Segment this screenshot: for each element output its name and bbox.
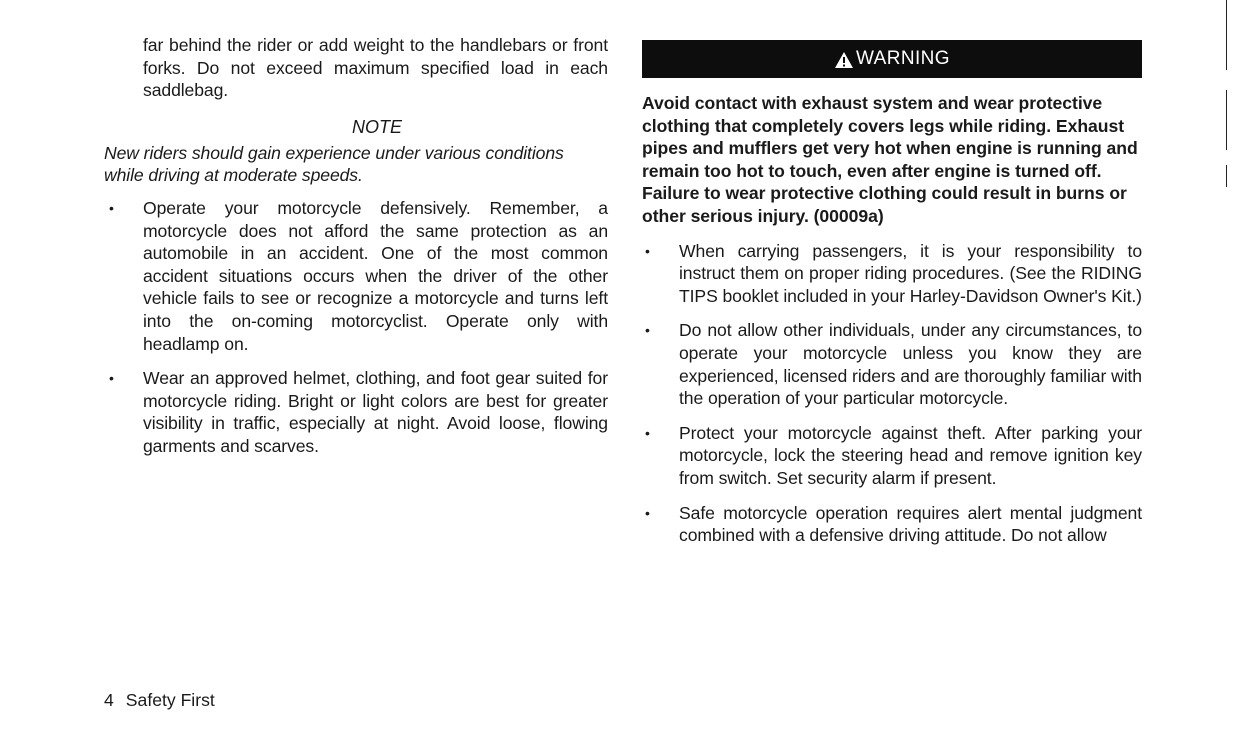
note-heading: NOTE bbox=[351, 116, 402, 137]
bullet-icon: • bbox=[109, 199, 114, 216]
list-item-text: Wear an approved helmet, clothing, and foot gear suited for motorcycle riding. Bright or light colors are best for greater visibility in traffic, especially at night. Avoid loose, flowing garments and scarves. bbox=[143, 368, 608, 456]
page-number: 4 bbox=[104, 690, 114, 710]
bullet-icon: • bbox=[645, 424, 650, 441]
list-item bbox=[642, 240, 1142, 308]
scan-edge-line bbox=[1226, 165, 1227, 187]
list-item bbox=[106, 367, 608, 457]
list-item-text: Protect your motorcycle against theft. After parking your motorcycle, lock the steering head and remove ignition key from switch. Set security alarm if present. bbox=[679, 422, 1142, 488]
warning-banner bbox=[642, 40, 1142, 78]
warning-text: Avoid contact with exhaust system and wear protective clothing that completely covers legs while riding. Exhaust pipes and mufflers get very hot when engine is running and remain too hot to touch, even after engine is turned off. Failure to wear protective clothing could result in burns or other serious injury. (00009a) bbox=[642, 93, 1138, 226]
list-item-text: When carrying passengers, it is your responsibility to instruct them on proper riding procedures. (See the RIDING TIPS booklet included in your Harley-Davidson Owner's Kit.) bbox=[679, 240, 1142, 306]
right-column bbox=[642, 40, 1142, 547]
page-footer bbox=[104, 689, 215, 711]
list-item bbox=[642, 502, 1142, 547]
list-item-text: Safe motorcycle operation requires alert mental judgment combined with a defensive driving attitude. Do not allow bbox=[679, 502, 1142, 546]
bullet-icon: • bbox=[109, 370, 114, 387]
scan-edge-line bbox=[1226, 0, 1227, 70]
list-item-text: Operate your motorcycle defensively. Remember, a motorcycle does not afford the same protection as an automobile in an accident. One of the most common accident situations occurs when the driver of the other vehicle fails to see or recognize a motorcycle and turns left into the on-coming motorcyclist. Operate only with headlamp on. bbox=[143, 197, 608, 354]
bullet-icon: • bbox=[645, 242, 650, 259]
note-body: New riders should gain experience under various conditions while driving at moderate speeds. bbox=[104, 142, 564, 186]
scan-edge-line bbox=[1226, 90, 1227, 150]
left-column bbox=[106, 34, 608, 458]
bullet-icon: • bbox=[645, 322, 650, 339]
warning-triangle-icon bbox=[834, 51, 854, 69]
continued-paragraph: far behind the rider or add weight to the handlebars or front forks. Do not exceed maximum specified load in each saddlebag. bbox=[143, 35, 608, 101]
list-item bbox=[642, 319, 1142, 409]
right-bullet-list bbox=[642, 240, 1142, 547]
list-item bbox=[642, 422, 1142, 490]
left-bullet-list bbox=[106, 197, 608, 458]
list-item bbox=[106, 197, 608, 355]
bullet-icon: • bbox=[645, 504, 650, 521]
section-title: Safety First bbox=[125, 690, 215, 710]
warning-label: WARNING bbox=[856, 48, 950, 69]
list-item-text: Do not allow other individuals, under any circumstances, to operate your motorcycle unless you know they are experienced, licensed riders and are thoroughly familiar with the operation of your particular motorcycle. bbox=[679, 320, 1142, 409]
